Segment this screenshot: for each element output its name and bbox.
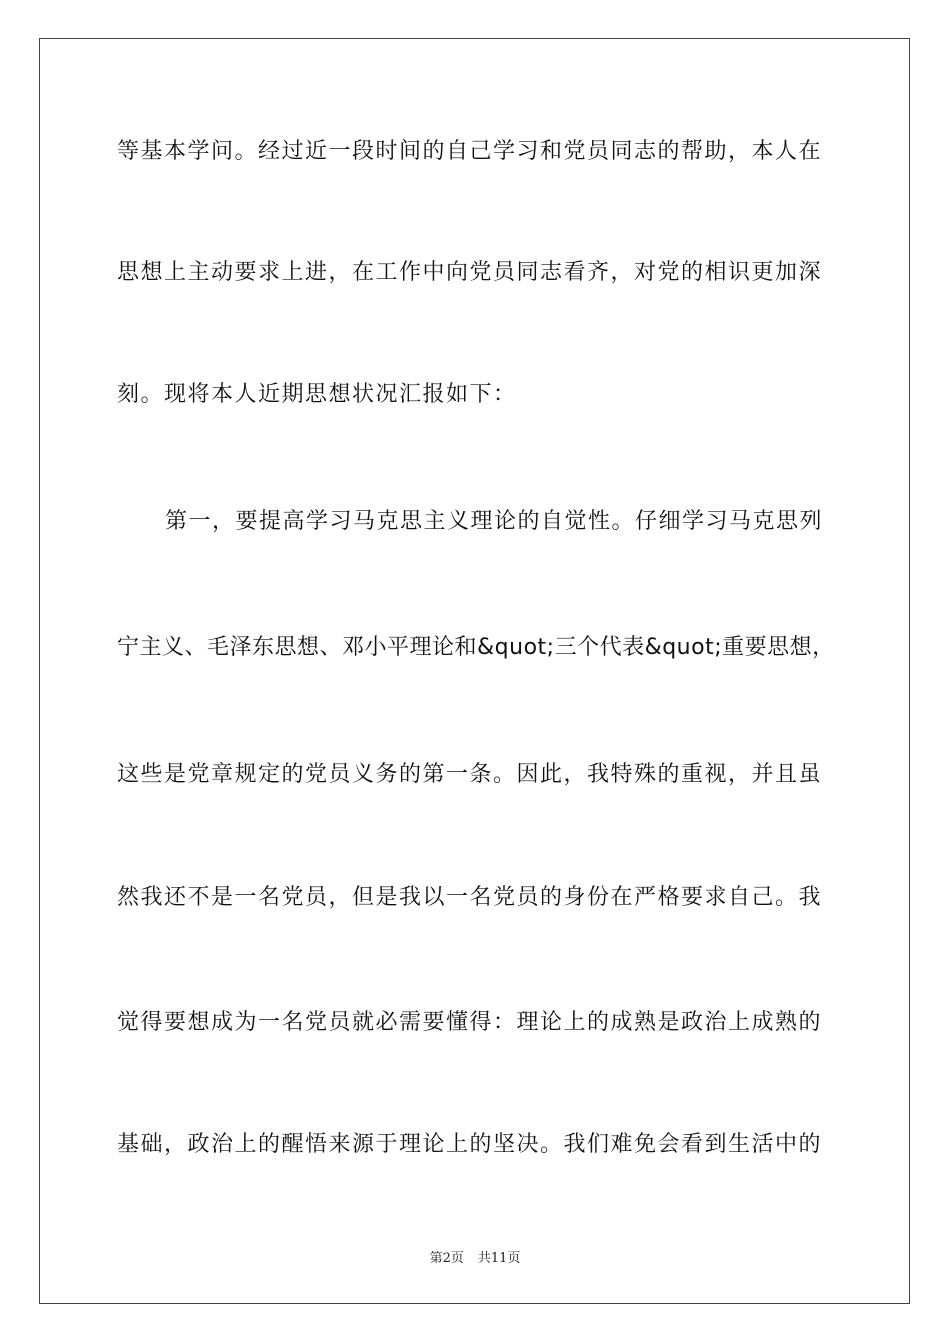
body-text-line-5: 宁主义、毛泽东思想、邓小平理论和&quot;三个代表&quot;重要思想， [117, 635, 835, 660]
page-number: 第2页 [429, 1251, 464, 1266]
page-footer [0, 1247, 950, 1266]
body-text-line-8: 觉得要想成为一名党员就必需要懂得：理论上的成熟是政治上成熟的 [117, 1010, 823, 1035]
body-text-line-9: 基础，政治上的醒悟来源于理论上的坚决。我们难免会看到生活中的 [117, 1132, 823, 1157]
body-text-line-6: 这些是党章规定的党员义务的第一条。因此，我特殊的重视，并且虽 [117, 762, 823, 787]
body-text-line-4: 第一，要提高学习马克思主义理论的自觉性。仔细学习马克思列 [165, 509, 824, 534]
body-text-line-2: 思想上主动要求上进，在工作中向党员同志看齐，对党的相识更加深 [117, 260, 823, 285]
page-border [39, 38, 910, 1304]
body-text-line-3: 刻。现将本人近期思想状况汇报如下： [117, 382, 517, 407]
page-total: 共11页 [477, 1251, 521, 1266]
body-text-line-1: 等基本学问。经过近一段时间的自己学习和党员同志的帮助，本人在 [117, 139, 823, 164]
body-text-line-7: 然我还不是一名党员，但是我以一名党员的身份在严格要求自己。我 [117, 885, 823, 910]
